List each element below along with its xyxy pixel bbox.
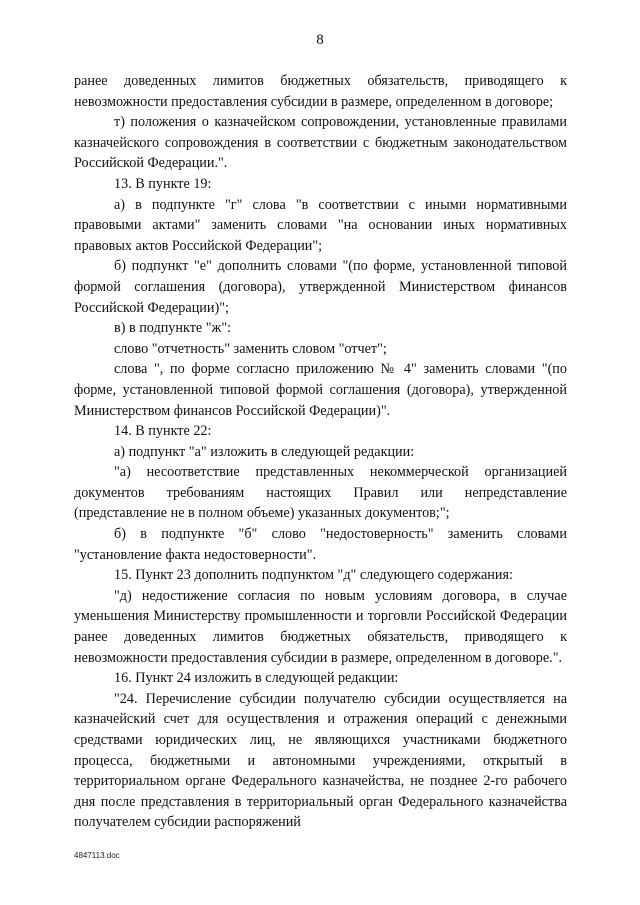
document-body [74, 71, 567, 833]
paragraph: слово "отчетность" заменить словом "отчет"; [114, 340, 387, 357]
paragraph: "д) недостижение согласия по новым условиям договора, в случае уменьшения Министерству промышленности и торговли Российской Федерации ранее доведенных лимитов бюджетных обязательств, приводящего к невозможности предоставления субсидии в размере, определенном в договоре.". [74, 587, 567, 666]
section-heading: 13. В пункте 19: [114, 175, 212, 192]
section-heading: 16. Пункт 24 изложить в следующей редакции: [114, 670, 399, 687]
paragraph: в) в подпункте "ж": [114, 320, 232, 337]
paragraph: слова ", по форме согласно приложению № 4" заменить словами "(по форме, установленной типовой формой соглашения (договора), утвержденной Министерством финансов Российской Федерации)". [74, 361, 567, 419]
paragraph: а) в подпункте "г" слова "в соответствии с иными нормативными правовыми актами" заменить словами "на основании иных нормативных правовых актов Российской Федерации"; [74, 196, 567, 254]
document-file-code: 4847113.doc [74, 851, 120, 860]
paragraph: б) в подпункте "б" слово "недостоверность" заменить словами "установление факта недостоверности". [74, 526, 567, 563]
paragraph: б) подпункт "е" дополнить словами "(по форме, установленной типовой формой соглашения (договора), утвержденной Министерством финансов Российской Федерации)"; [74, 258, 567, 316]
page-number: 8 [316, 32, 324, 48]
paragraph: ранее доведенных лимитов бюджетных обязательств, приводящего к невозможности предоставления субсидии в размере, определенном в договоре; [74, 73, 567, 110]
section-heading: 14. В пункте 22: [114, 423, 212, 440]
paragraph: т) положения о казначейском сопровождении, установленные правилами казначейского сопровождения в соответствии с бюджетным законодательством Российской Федерации.". [74, 114, 567, 172]
paragraph: а) подпункт "а" изложить в следующей редакции: [114, 443, 415, 460]
paragraph: "а) несоответствие представленных некоммерческой организацией документов требованиям настоящих Правил или непредставление (представление не в полном объеме) указанных документов;"; [74, 464, 567, 522]
section-heading: 15. Пункт 23 дополнить подпунктом "д" следующего содержания: [114, 567, 513, 584]
paragraph: "24. Перечисление субсидии получателю субсидии осуществляется на казначейский счет для осуществления и отражения операций с денежными средствами юридических лиц, не являющихся участниками бюджетного процесса, бюджетными и автономными учреждениями, открытый в территориальном органе Федерального казначейства, не позднее 2-го рабочего дня после представления в территориальный орган Федерального казначейства получателем субсидии распоряжений [74, 690, 567, 831]
